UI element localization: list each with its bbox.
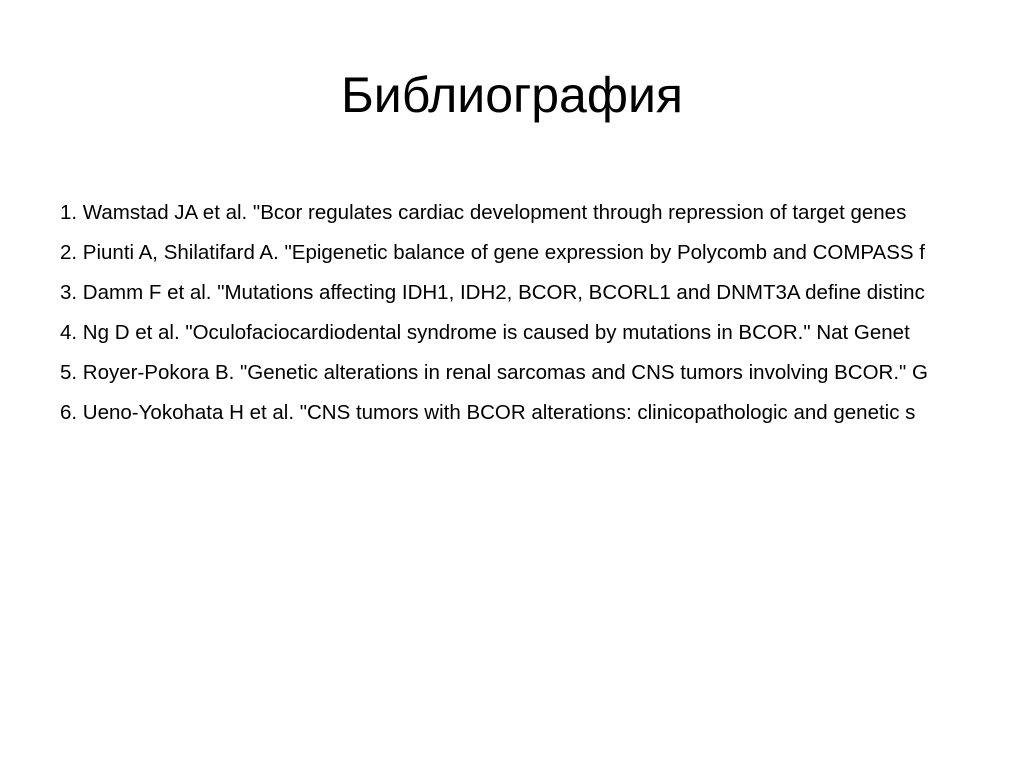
reference-list (60, 193, 1024, 433)
reference-item-6: 6. Ueno-Yokohata H et al. "CNS tumors with BCOR alterations: clinicopathologic and genetic s (60, 401, 916, 424)
reference-item-3: 3. Damm F et al. "Mutations affecting IDH1, IDH2, BCOR, BCORL1 and DNMT3A define distinc (60, 281, 925, 304)
reference-item-4: 4. Ng D et al. "Oculofaciocardiodental syndrome is caused by mutations in BCOR." Nat Genet (60, 321, 910, 344)
slide-title: Библиография (340, 67, 684, 123)
reference-item-2: 2. Piunti A, Shilatifard A. "Epigenetic balance of gene expression by Polycomb and COMPASS f (60, 241, 925, 264)
reference-item-5: 5. Royer-Pokora B. "Genetic alterations in renal sarcomas and CNS tumors involving BCOR." G (60, 361, 928, 384)
reference-item-1: 1. Wamstad JA et al. "Bcor regulates cardiac development through repression of target genes (60, 201, 907, 224)
